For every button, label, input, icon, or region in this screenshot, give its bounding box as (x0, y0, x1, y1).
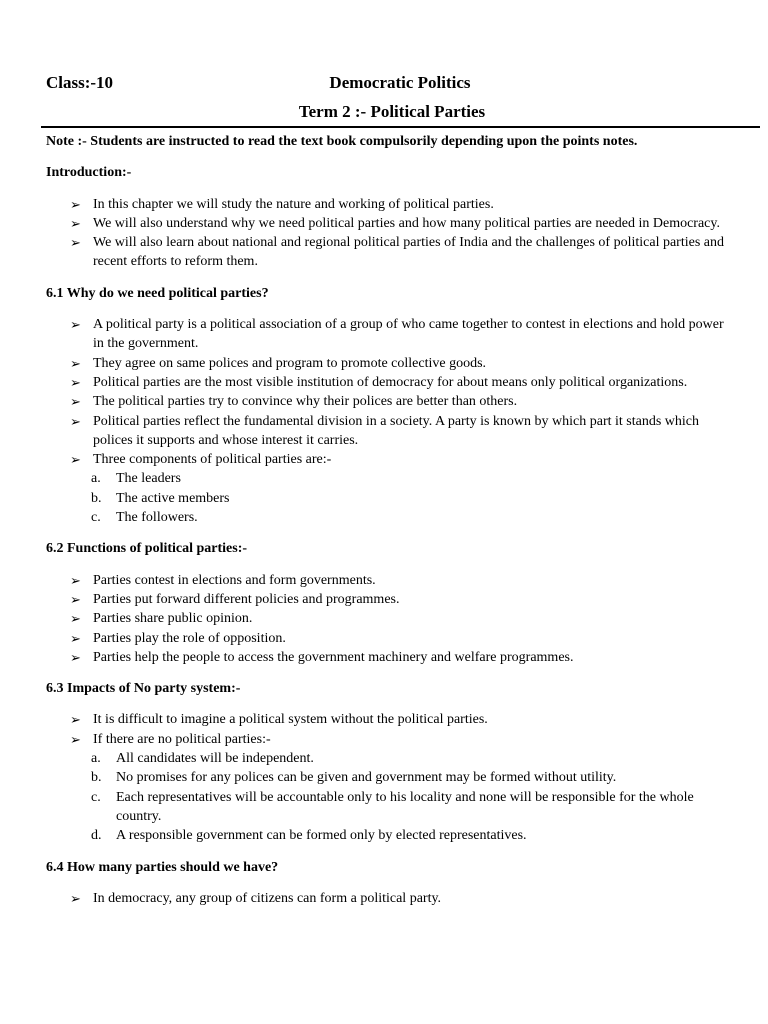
sub-list-item (46, 469, 726, 488)
list-item (46, 195, 726, 214)
sub-list-item (46, 768, 726, 787)
list-item-text: The political parties try to convince why their polices are better than others. (93, 394, 518, 410)
class-label: Class:-10 (46, 73, 114, 92)
sub-list-item-text: The active members (116, 490, 230, 506)
sub-list-item (46, 489, 726, 508)
list-item (46, 373, 726, 392)
list-item-text: In this chapter we will study the nature and working of political parties. (93, 196, 494, 212)
section-6-2 (46, 539, 726, 667)
arrow-bullet-icon: ➢ (70, 215, 81, 231)
list-item (46, 730, 726, 846)
list-item (46, 590, 726, 609)
section-6-1 (46, 284, 726, 528)
arrow-bullet-icon: ➢ (70, 355, 81, 371)
sub-list-item (46, 788, 726, 827)
list-item-text: In democracy, any group of citizens can form a political party. (93, 890, 442, 906)
list-item-text: Parties share public opinion. (93, 611, 253, 627)
list-item (46, 648, 726, 667)
sub-list-item-text: No promises for any polices can be given and government may be formed without utility. (116, 770, 617, 786)
list-item (46, 450, 726, 527)
term-subtitle: Term 2 :- Political Parties (298, 102, 486, 121)
bullet-list (46, 195, 726, 272)
sub-list-marker: a. (91, 471, 101, 487)
header-divider (41, 126, 760, 128)
arrow-bullet-icon: ➢ (70, 611, 81, 627)
list-item-text: We will also learn about national and regional political parties of India and the challenges of political parties and recent efforts to reform them. (93, 235, 724, 270)
section-introduction (46, 163, 726, 271)
sub-list-item-text: A responsible government can be formed only by elected representatives. (116, 828, 527, 844)
arrow-bullet-icon: ➢ (70, 317, 81, 333)
section-title: 6.4 How many parties should we have? (46, 859, 279, 875)
list-item (46, 354, 726, 373)
list-item-text: A political party is a political association of a group of who came together to contest in elections and hold power in the government. (93, 317, 724, 352)
note-paragraph: Note :- Students are instructed to read the text book compulsorily depending upon the points notes. (46, 134, 638, 149)
arrow-bullet-icon: ➢ (70, 413, 81, 429)
list-item-text: They agree on same polices and program to promote collective goods. (93, 355, 487, 371)
list-item (46, 629, 726, 648)
list-item-text: It is difficult to imagine a political system without the political parties. (93, 712, 488, 728)
list-item (46, 412, 726, 451)
document-title: Democratic Politics (329, 73, 471, 92)
sub-list-item-text: The followers. (116, 510, 198, 526)
list-item-text: Parties contest in elections and form governments. (93, 572, 376, 588)
arrow-bullet-icon: ➢ (70, 712, 81, 728)
list-item-text: Parties help the people to access the government machinery and welfare programmes. (93, 649, 574, 665)
list-item (46, 710, 726, 729)
list-item (46, 214, 726, 233)
list-item-text: Parties put forward different policies and programmes. (93, 591, 400, 607)
document-body (46, 132, 726, 920)
sub-list-marker: b. (91, 490, 102, 506)
sub-list-item (46, 826, 726, 845)
arrow-bullet-icon: ➢ (70, 235, 81, 251)
list-item (46, 609, 726, 628)
sub-list-item-text: Each representatives will be accountable only to his locality and none will be responsible for the whole country. (116, 789, 694, 824)
arrow-bullet-icon: ➢ (70, 374, 81, 390)
section-title: Introduction:- (46, 165, 132, 181)
list-item-text: Three components of political parties are:- (93, 452, 332, 468)
arrow-bullet-icon: ➢ (70, 591, 81, 607)
arrow-bullet-icon: ➢ (70, 196, 81, 212)
bullet-list (46, 710, 726, 845)
sub-list-marker: d. (91, 828, 102, 844)
list-item (46, 392, 726, 411)
bullet-list (46, 571, 726, 667)
section-title: 6.3 Impacts of No party system:- (46, 681, 241, 697)
list-item-text: Parties play the role of opposition. (93, 630, 286, 646)
section-title: 6.1 Why do we need political parties? (46, 285, 269, 301)
arrow-bullet-icon: ➢ (70, 890, 81, 906)
sub-list-item (46, 749, 726, 768)
sub-list-marker: c. (91, 789, 101, 805)
list-item (46, 315, 726, 354)
list-item-text: If there are no political parties:- (93, 731, 271, 747)
bullet-list (46, 889, 726, 908)
list-item-text: We will also understand why we need political parties and how many political parties are needed in Democracy. (93, 215, 720, 231)
sub-list-item (46, 508, 726, 527)
arrow-bullet-icon: ➢ (70, 452, 81, 468)
arrow-bullet-icon: ➢ (70, 572, 81, 588)
sub-list (93, 469, 726, 527)
arrow-bullet-icon: ➢ (70, 630, 81, 646)
section-6-3 (46, 679, 726, 845)
list-item-text: Political parties reflect the fundamental division in a society. A party is known by which part it stands which polices it supports and whose interest it carries. (93, 413, 700, 448)
arrow-bullet-icon: ➢ (70, 731, 81, 747)
list-item (46, 889, 726, 908)
sub-list-item-text: The leaders (116, 471, 181, 487)
bullet-list (46, 315, 726, 527)
list-item (46, 571, 726, 590)
section-title: 6.2 Functions of political parties:- (46, 541, 248, 557)
section-6-4 (46, 858, 726, 909)
arrow-bullet-icon: ➢ (70, 394, 81, 410)
list-item-text: Political parties are the most visible institution of democracy for about means only political organizations. (93, 374, 688, 390)
sub-list-marker: a. (91, 751, 101, 767)
sub-list (93, 749, 726, 845)
sub-list-item-text: All candidates will be independent. (116, 751, 314, 767)
sub-list-marker: b. (91, 770, 102, 786)
sub-list-marker: c. (91, 510, 101, 526)
list-item (46, 233, 726, 272)
arrow-bullet-icon: ➢ (70, 649, 81, 665)
